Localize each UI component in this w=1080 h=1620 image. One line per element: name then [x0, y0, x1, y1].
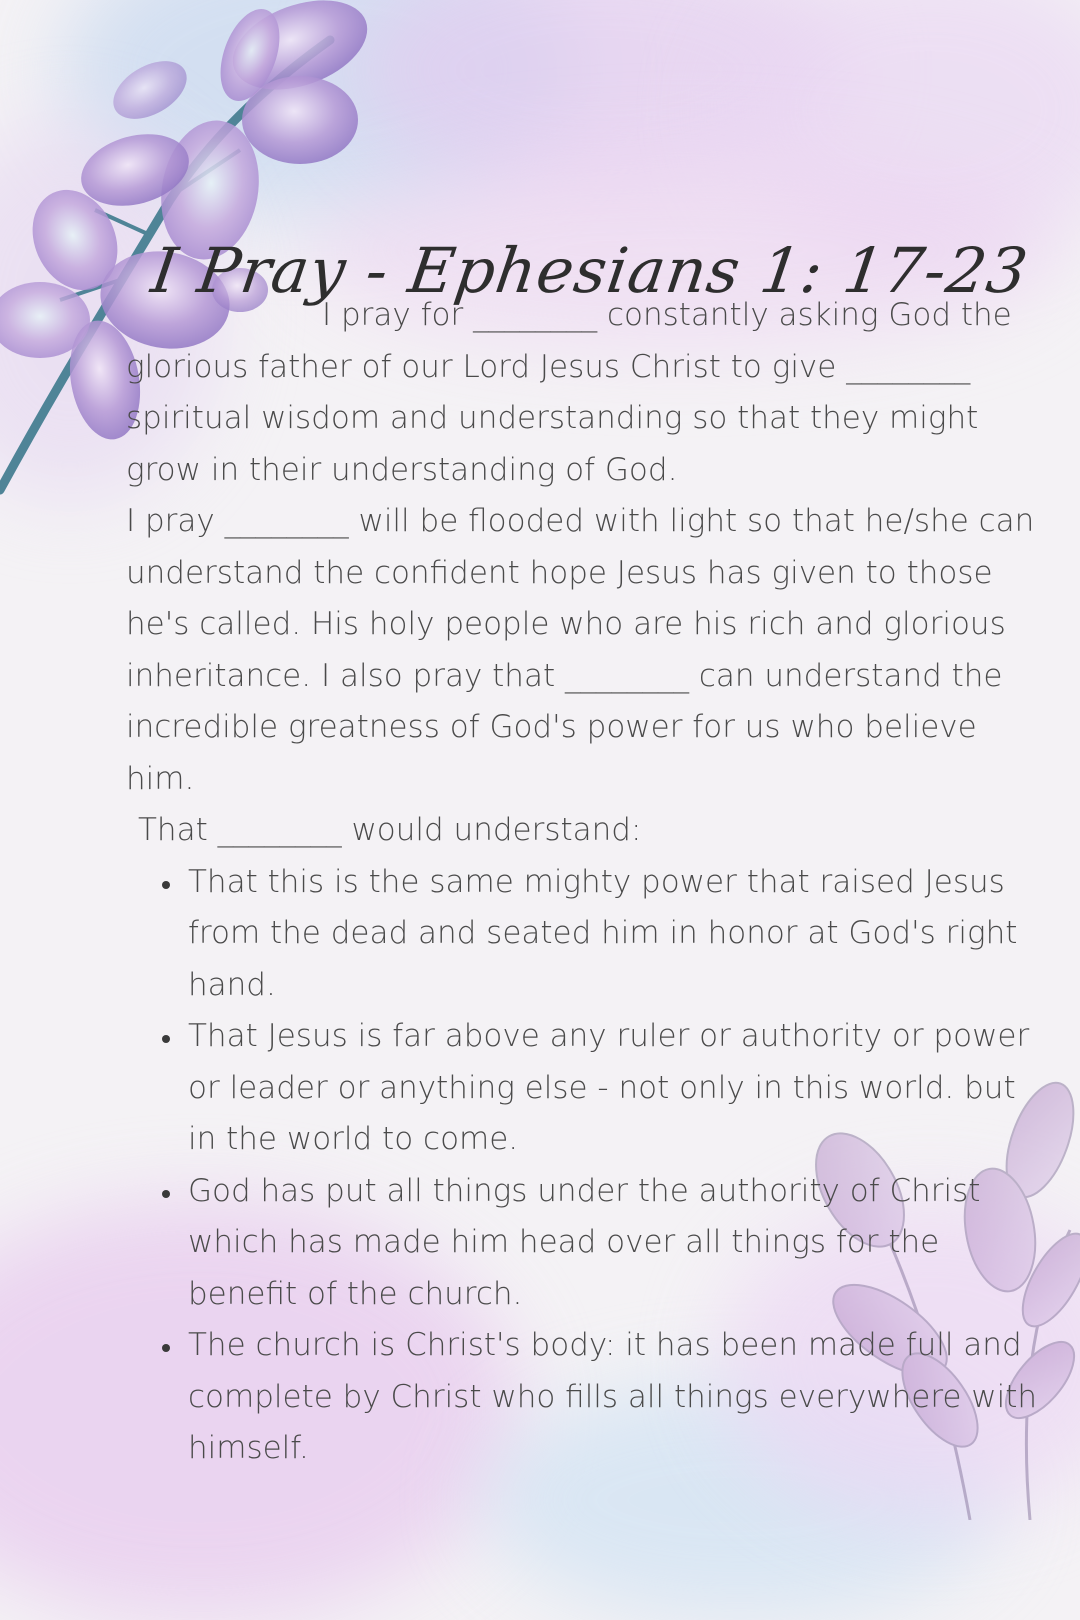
list-item: That this is the same mighty power that raised Jesus from the dead and seated him in honor at God's right hand. [188, 857, 1046, 1012]
paragraph-understand: That ________ would understand: [138, 812, 642, 848]
page-title: I Pray - Ephesians 1: 17-23 [147, 233, 1033, 307]
prayer-body [126, 290, 1046, 1475]
paragraph-light: I pray ________ will be flooded with light so that he/she can understand the confident hope Jesus has given to those he's called. His holy people who are his rich and glorious inheritance. I also pray that ________ can understand the incredible greatness of God's power for us who believe him. [126, 503, 1035, 797]
paragraph-wisdom: I pray for ________ constantly asking God the glorious father of our Lord Jesus Christ to give ________ spiritual wisdom and understanding so that they might grow in their understanding of God. [126, 297, 1012, 488]
bullet-list [126, 857, 1046, 1475]
list-item: The church is Christ's body: it has been made full and complete by Christ who fills all things everywhere with himself. [188, 1320, 1046, 1475]
list-item: That Jesus is far above any ruler or authority or power or leader or anything else - not only in this world. but in the world to come. [188, 1011, 1046, 1166]
list-item: God has put all things under the authority of Christ which has made him head over all things for the benefit of the church. [188, 1166, 1046, 1321]
